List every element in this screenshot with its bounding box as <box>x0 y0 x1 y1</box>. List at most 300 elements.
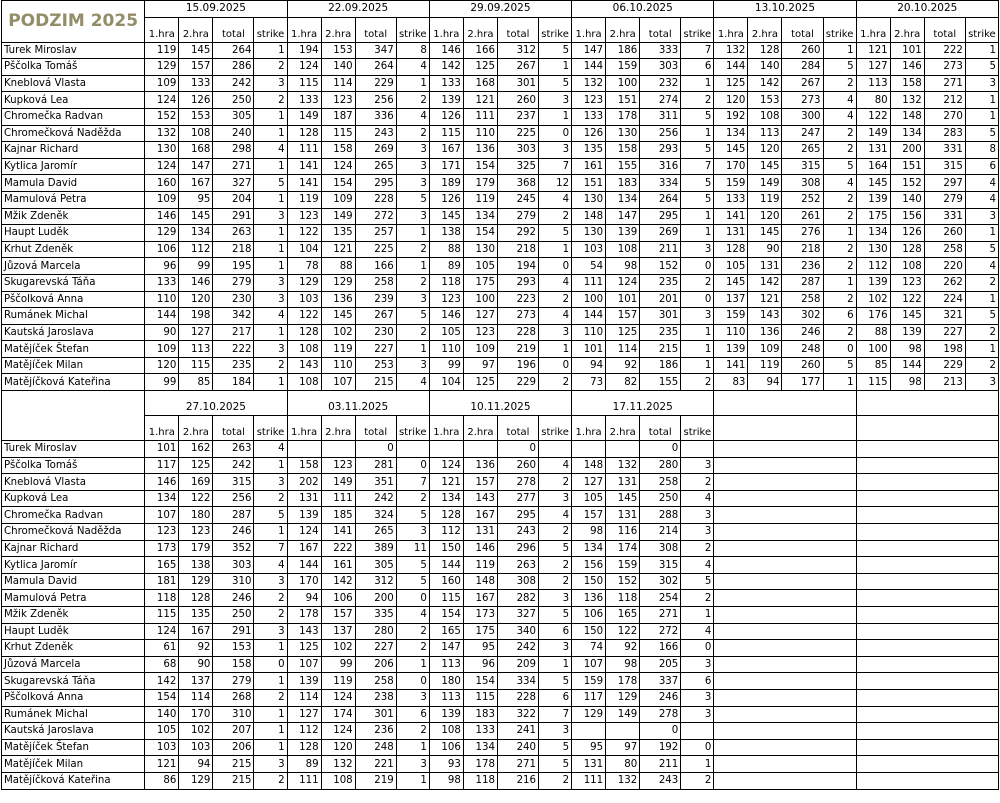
score-cell: 149 <box>287 108 321 125</box>
score-cell: 85 <box>856 357 890 374</box>
score-cell: 126 <box>890 225 924 242</box>
column-header: total <box>640 17 681 42</box>
score-cell: 134 <box>714 125 748 142</box>
column-header: total <box>213 17 254 42</box>
score-cell: 4 <box>539 457 572 474</box>
column-header: strike <box>396 17 429 42</box>
score-cell: 140 <box>890 191 924 208</box>
player-row <box>2 772 999 789</box>
score-cell: 192 <box>714 108 748 125</box>
player-name: Mžik Zdeněk <box>2 607 145 624</box>
score-cell: 131 <box>463 524 497 541</box>
score-cell: 185 <box>321 507 355 524</box>
score-cell: 270 <box>924 108 965 125</box>
score-cell: 139 <box>429 92 463 109</box>
player-name: Haupt Luděk <box>2 225 145 242</box>
score-cell: 3 <box>396 689 429 706</box>
score-cell: 1 <box>965 92 998 109</box>
score-cell: 95 <box>463 640 497 657</box>
score-cell: 128 <box>287 125 321 142</box>
score-cell: 3 <box>396 208 429 225</box>
score-cell: 8 <box>965 142 998 159</box>
player-row <box>2 706 999 723</box>
score-cell: 3 <box>965 75 998 92</box>
score-cell: 149 <box>606 706 640 723</box>
score-cell: 95 <box>179 191 213 208</box>
score-cell: 166 <box>640 640 681 657</box>
score-cell: 265 <box>782 142 823 159</box>
score-cell: 206 <box>213 739 254 756</box>
score-cell: 260 <box>924 225 965 242</box>
score-cell: 1 <box>254 640 287 657</box>
score-cell: 246 <box>213 590 254 607</box>
score-cell: 120 <box>179 291 213 308</box>
player-name: Mamulová Petra <box>2 590 145 607</box>
score-cell: 142 <box>748 75 782 92</box>
score-cell: 2 <box>254 59 287 76</box>
score-cell: 159 <box>714 175 748 192</box>
score-cell: 155 <box>640 374 681 391</box>
score-cell: 120 <box>748 208 782 225</box>
blank-cell <box>856 623 998 640</box>
score-cell: 118 <box>429 274 463 291</box>
score-cell: 114 <box>179 689 213 706</box>
score-cell: 7 <box>539 158 572 175</box>
score-cell: 331 <box>924 142 965 159</box>
score-cell: 125 <box>463 374 497 391</box>
score-cell: 0 <box>539 125 572 142</box>
score-cell: 152 <box>606 573 640 590</box>
score-cell: 198 <box>179 308 213 325</box>
score-cell: 4 <box>823 92 856 109</box>
score-cell: 115 <box>856 374 890 391</box>
score-cell: 2 <box>539 291 572 308</box>
score-cell: 157 <box>179 59 213 76</box>
column-header: strike <box>254 416 287 441</box>
score-cell: 140 <box>321 59 355 76</box>
score-cell: 2 <box>681 772 714 789</box>
score-cell: 124 <box>287 59 321 76</box>
score-cell: 109 <box>145 341 179 358</box>
blank-cell <box>714 557 856 574</box>
score-cell: 225 <box>497 125 538 142</box>
score-cell: 123 <box>287 208 321 225</box>
blank-cell <box>856 391 998 416</box>
score-cell: 108 <box>429 723 463 740</box>
player-row <box>2 258 999 275</box>
round-date: 03.11.2025 <box>287 391 429 416</box>
score-cell: 204 <box>213 191 254 208</box>
score-cell: 183 <box>606 175 640 192</box>
score-cell: 1 <box>539 241 572 258</box>
player-name: Krhut Zdeněk <box>2 241 145 258</box>
column-header: 2.hra <box>890 17 924 42</box>
score-cell: 1 <box>254 108 287 125</box>
score-cell: 5 <box>396 557 429 574</box>
score-cell: 5 <box>965 125 998 142</box>
score-cell: 151 <box>890 158 924 175</box>
column-header: total <box>640 416 681 441</box>
player-name: Matějíčková Kateřina <box>2 772 145 789</box>
score-cell: 167 <box>179 623 213 640</box>
score-cell: 127 <box>287 706 321 723</box>
score-cell: 134 <box>856 225 890 242</box>
score-cell: 121 <box>429 474 463 491</box>
score-cell: 144 <box>572 59 606 76</box>
player-row <box>2 274 999 291</box>
score-cell: 119 <box>463 557 497 574</box>
score-cell: 3 <box>254 274 287 291</box>
blank-cell <box>856 457 998 474</box>
column-header: 2.hra <box>748 17 782 42</box>
score-cell: 137 <box>321 623 355 640</box>
score-cell: 178 <box>606 673 640 690</box>
score-cell: 1 <box>254 723 287 740</box>
score-cell: 155 <box>606 158 640 175</box>
sheet-title: PODZIM 2025 <box>2 1 145 43</box>
score-cell: 125 <box>179 457 213 474</box>
score-cell: 145 <box>179 208 213 225</box>
player-name: Mamula David <box>2 175 145 192</box>
score-cell: 232 <box>640 75 681 92</box>
score-cell: 149 <box>321 474 355 491</box>
score-cell: 157 <box>572 507 606 524</box>
score-cell: 100 <box>463 291 497 308</box>
score-cell: 5 <box>539 75 572 92</box>
score-cell: 99 <box>429 357 463 374</box>
round-date: 20.10.2025 <box>856 1 998 18</box>
blank-cell <box>714 573 856 590</box>
score-cell: 0 <box>823 341 856 358</box>
score-cell: 5 <box>539 225 572 242</box>
score-cell: 242 <box>213 457 254 474</box>
score-cell: 131 <box>748 258 782 275</box>
score-cell: 254 <box>640 590 681 607</box>
score-cell: 352 <box>213 540 254 557</box>
score-cell: 1 <box>681 125 714 142</box>
blank-cell <box>856 441 998 458</box>
score-cell: 170 <box>287 573 321 590</box>
score-cell: 2 <box>539 208 572 225</box>
player-name: Mžik Zdeněk <box>2 208 145 225</box>
score-cell: 164 <box>856 158 890 175</box>
score-cell: 124 <box>321 689 355 706</box>
score-cell: 0 <box>539 258 572 275</box>
score-cell: 4 <box>539 507 572 524</box>
player-name: Kupková Lea <box>2 92 145 109</box>
score-cell: 129 <box>572 706 606 723</box>
score-cell <box>681 441 714 458</box>
score-cell: 106 <box>145 241 179 258</box>
score-cell <box>429 441 463 458</box>
score-cell: 3 <box>681 507 714 524</box>
score-cell: 256 <box>640 125 681 142</box>
score-cell: 334 <box>640 175 681 192</box>
score-cell: 315 <box>640 557 681 574</box>
score-cell: 122 <box>287 225 321 242</box>
score-cell: 88 <box>429 241 463 258</box>
score-cell: 150 <box>429 540 463 557</box>
score-cell: 158 <box>321 142 355 159</box>
score-cell: 301 <box>640 308 681 325</box>
score-cell: 99 <box>321 656 355 673</box>
score-cell: 228 <box>355 191 396 208</box>
score-cell: 123 <box>321 457 355 474</box>
score-cell: 5 <box>396 308 429 325</box>
score-cell: 305 <box>355 557 396 574</box>
round-date: 17.11.2025 <box>572 391 714 416</box>
score-cell: 4 <box>539 191 572 208</box>
score-cell: 167 <box>179 175 213 192</box>
score-cell: 2 <box>539 557 572 574</box>
score-cell: 224 <box>924 291 965 308</box>
score-cell: 336 <box>355 108 396 125</box>
score-cell: 248 <box>782 341 823 358</box>
score-cell: 147 <box>429 640 463 657</box>
score-cell: 180 <box>179 507 213 524</box>
score-cell: 125 <box>714 75 748 92</box>
score-cell: 280 <box>640 457 681 474</box>
score-cell: 236 <box>782 258 823 275</box>
score-cell: 225 <box>355 241 396 258</box>
player-row <box>2 723 999 740</box>
score-cell: 256 <box>213 490 254 507</box>
score-cell: 269 <box>640 225 681 242</box>
score-cell: 325 <box>497 158 538 175</box>
score-cell: 7 <box>681 158 714 175</box>
score-cell: 293 <box>640 142 681 159</box>
score-cell: 273 <box>782 92 823 109</box>
score-cell: 136 <box>572 590 606 607</box>
score-cell: 120 <box>321 739 355 756</box>
score-cell: 133 <box>714 191 748 208</box>
score-cell: 258 <box>640 474 681 491</box>
score-cell: 148 <box>890 108 924 125</box>
score-cell: 2 <box>396 274 429 291</box>
score-cell: 351 <box>355 474 396 491</box>
column-header: total <box>497 416 538 441</box>
score-cell: 1 <box>823 42 856 59</box>
score-cell: 165 <box>606 607 640 624</box>
score-cell <box>321 441 355 458</box>
score-cell: 134 <box>463 739 497 756</box>
score-cell: 4 <box>396 374 429 391</box>
score-cell: 124 <box>287 524 321 541</box>
score-cell: 276 <box>782 225 823 242</box>
score-cell: 144 <box>890 357 924 374</box>
score-cell: 114 <box>321 75 355 92</box>
score-cell: 1 <box>965 341 998 358</box>
score-cell <box>539 441 572 458</box>
score-cell: 264 <box>355 59 396 76</box>
score-cell: 128 <box>714 241 748 258</box>
score-cell: 126 <box>429 191 463 208</box>
score-cell: 4 <box>539 308 572 325</box>
score-cell: 274 <box>640 92 681 109</box>
score-cell: 3 <box>539 142 572 159</box>
score-cell: 272 <box>640 623 681 640</box>
score-cell: 308 <box>497 573 538 590</box>
score-cell: 113 <box>179 341 213 358</box>
score-cell: 287 <box>782 274 823 291</box>
score-cell: 153 <box>748 92 782 109</box>
score-cell <box>681 723 714 740</box>
player-row <box>2 158 999 175</box>
score-cell: 110 <box>321 357 355 374</box>
score-cell: 161 <box>572 158 606 175</box>
score-cell: 3 <box>681 656 714 673</box>
score-cell: 291 <box>213 208 254 225</box>
player-row <box>2 490 999 507</box>
score-cell: 237 <box>497 108 538 125</box>
score-cell: 327 <box>497 607 538 624</box>
score-cell: 5 <box>823 357 856 374</box>
column-header: strike <box>823 17 856 42</box>
score-cell: 150 <box>572 573 606 590</box>
score-cell: 168 <box>463 75 497 92</box>
score-cell: 0 <box>396 457 429 474</box>
score-cell: 218 <box>213 241 254 258</box>
score-cell: 1 <box>965 42 998 59</box>
score-cell: 293 <box>497 274 538 291</box>
player-row <box>2 59 999 76</box>
score-cell: 3 <box>254 573 287 590</box>
score-cell <box>572 723 606 740</box>
score-cell: 257 <box>355 225 396 242</box>
score-cell: 111 <box>321 490 355 507</box>
score-cell: 3 <box>396 158 429 175</box>
score-cell: 243 <box>355 125 396 142</box>
score-cell: 113 <box>429 689 463 706</box>
score-cell: 1 <box>539 656 572 673</box>
score-cell: 181 <box>145 573 179 590</box>
score-cell: 128 <box>748 42 782 59</box>
blank-cell <box>856 590 998 607</box>
score-cell: 2 <box>539 474 572 491</box>
player-name: Chromečková Naděžda <box>2 125 145 142</box>
score-cell: 12 <box>539 175 572 192</box>
score-cell: 128 <box>429 507 463 524</box>
score-cell: 148 <box>572 208 606 225</box>
score-cell: 3 <box>396 357 429 374</box>
score-cell: 115 <box>321 125 355 142</box>
score-cell: 137 <box>714 291 748 308</box>
score-cell: 103 <box>179 739 213 756</box>
score-cell: 139 <box>714 341 748 358</box>
score-cell: 154 <box>321 175 355 192</box>
score-cell: 86 <box>145 772 179 789</box>
score-cell: 93 <box>429 756 463 773</box>
blank-cell <box>714 607 856 624</box>
score-cell: 5 <box>254 175 287 192</box>
score-cell: 2 <box>823 258 856 275</box>
score-cell: 2 <box>396 640 429 657</box>
score-cell: 7 <box>539 706 572 723</box>
score-cell: 239 <box>355 291 396 308</box>
score-cell: 154 <box>429 607 463 624</box>
score-cell: 279 <box>213 274 254 291</box>
player-row <box>2 341 999 358</box>
score-cell: 144 <box>714 59 748 76</box>
score-cell: 141 <box>321 524 355 541</box>
score-cell: 133 <box>287 92 321 109</box>
score-cell: 119 <box>463 191 497 208</box>
blank-cell <box>2 391 145 441</box>
score-cell: 223 <box>497 291 538 308</box>
score-cell: 5 <box>965 241 998 258</box>
score-cell: 265 <box>355 524 396 541</box>
score-cell: 1 <box>254 706 287 723</box>
score-cell: 129 <box>145 59 179 76</box>
blank-cell <box>856 557 998 574</box>
round-date: 15.09.2025 <box>145 1 287 18</box>
score-cell: 123 <box>463 324 497 341</box>
score-cell: 0 <box>396 590 429 607</box>
score-cell: 213 <box>924 374 965 391</box>
score-cell: 118 <box>145 590 179 607</box>
score-cell: 129 <box>179 573 213 590</box>
score-cell: 116 <box>606 524 640 541</box>
score-cell: 3 <box>965 374 998 391</box>
score-cell: 110 <box>572 324 606 341</box>
score-cell: 335 <box>355 607 396 624</box>
score-cell: 5 <box>539 607 572 624</box>
column-header: 2.hra <box>463 416 497 441</box>
score-cell: 167 <box>287 540 321 557</box>
score-cell: 140 <box>145 706 179 723</box>
score-cell: 288 <box>640 507 681 524</box>
score-cell: 1 <box>254 524 287 541</box>
player-name: Chromečková Naděžda <box>2 524 145 541</box>
score-cell: 115 <box>463 689 497 706</box>
score-cell: 7 <box>396 474 429 491</box>
blank-cell <box>856 656 998 673</box>
score-cell <box>606 723 640 740</box>
score-cell: 133 <box>429 75 463 92</box>
player-name: Skugarevská Táňa <box>2 274 145 291</box>
score-cell: 5 <box>396 573 429 590</box>
score-cell: 148 <box>463 573 497 590</box>
score-cell: 178 <box>287 607 321 624</box>
score-cell: 260 <box>497 457 538 474</box>
score-cell: 1 <box>681 225 714 242</box>
score-cell: 133 <box>463 723 497 740</box>
column-header: 2.hra <box>179 416 213 441</box>
score-cell: 6 <box>396 706 429 723</box>
date-header-row <box>2 1 999 18</box>
score-cell: 109 <box>321 191 355 208</box>
score-cell: 149 <box>321 208 355 225</box>
score-cell: 123 <box>429 291 463 308</box>
score-cell: 134 <box>179 225 213 242</box>
score-cell: 1 <box>539 341 572 358</box>
score-cell: 278 <box>640 706 681 723</box>
score-cell: 129 <box>179 772 213 789</box>
score-cell: 1 <box>254 673 287 690</box>
score-cell: 243 <box>497 524 538 541</box>
score-cell: 1 <box>539 108 572 125</box>
score-cell: 121 <box>321 241 355 258</box>
score-cell: 189 <box>429 175 463 192</box>
score-cell: 105 <box>572 490 606 507</box>
score-cell: 89 <box>287 756 321 773</box>
score-cell: 301 <box>497 75 538 92</box>
column-header: strike <box>681 416 714 441</box>
score-cell: 82 <box>606 374 640 391</box>
score-cell: 90 <box>748 241 782 258</box>
score-cell: 120 <box>714 92 748 109</box>
score-cell: 109 <box>145 191 179 208</box>
